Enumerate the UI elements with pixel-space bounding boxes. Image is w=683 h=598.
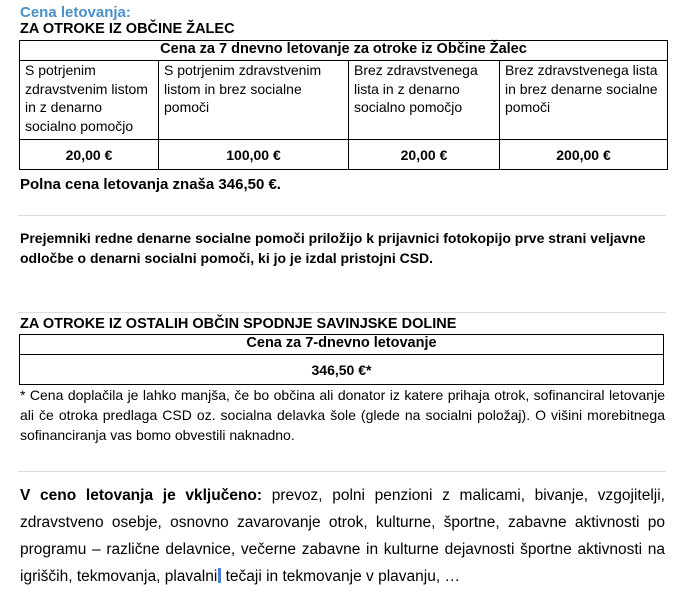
column-label: S potrjenim zdravstvenim listom in z denarno socialno pomočjo bbox=[20, 61, 159, 140]
full-price-text: Polna cena letovanja znaša 346,50 €. bbox=[20, 176, 281, 193]
price-cell: 200,00 € bbox=[500, 140, 668, 170]
included-label: V ceno letovanja je vključeno: bbox=[20, 487, 263, 504]
footnote: * Cena doplačila je lahko manjša, če bo občina ali donator iz katere prihaja otrok, sofinanciral letovanje ali če otroka predlaga CSD oz. socialna delavka šole (glede na socialni položaj). O višini morebitnega sofinanciranja vas bomo obvestili naknadno. bbox=[20, 387, 665, 443]
column-label: Brez zdravstvenega lista in brez denarne socialne pomoči bbox=[500, 61, 668, 140]
divider bbox=[18, 471, 666, 472]
price-cell: 20,00 € bbox=[20, 140, 159, 170]
price-cell: 346,50 €* bbox=[20, 355, 664, 385]
included-text-end: tečaji in tekmovanje v plavanju, … bbox=[221, 568, 460, 585]
price-title: Cena letovanja: bbox=[20, 4, 131, 21]
section1-heading: ZA OTROKE IZ OBČINE ŽALEC bbox=[20, 21, 235, 37]
divider bbox=[18, 215, 666, 216]
section2-heading: ZA OTROKE IZ OSTALIH OBČIN SPODNJE SAVINJSKE DOLINE bbox=[20, 316, 457, 332]
other-table-header: Cena za 7-dnevno letovanje bbox=[20, 335, 664, 355]
other-municipalities-table bbox=[19, 334, 664, 385]
notice-paragraph: Prejemniki redne denarne socialne pomoči priložijo k prijavnici fotokopijo prve strani veljavne odločbe o denarni socialni pomoči, ki jo je izdal pristojni CSD. bbox=[20, 230, 646, 266]
zalec-table-header: Cena za 7 dnevno letovanje za otroke iz Občine Žalec bbox=[20, 41, 668, 61]
zalec-price-table bbox=[19, 40, 668, 170]
price-cell: 20,00 € bbox=[349, 140, 500, 170]
divider bbox=[18, 312, 666, 313]
column-label: S potrjenim zdravstvenim listom in brez socialne pomoči bbox=[159, 61, 349, 140]
column-label: Brez zdravstvenega lista in z denarno socialno pomočjo bbox=[349, 61, 500, 140]
included-text: prevoz, polni penzioni z malicami, bivanje, vzgojitelji, zdravstveno osebje, osnovno zavarovanje otrok, kulturne, športne, zabavne aktivnosti po programu – različne delavnice, večerne zabavne in kulturne dejavnosti športne aktivnosti na igriščih, tekmovanja, plavalni bbox=[20, 487, 665, 585]
price-cell: 100,00 € bbox=[159, 140, 349, 170]
included-paragraph bbox=[20, 482, 665, 590]
